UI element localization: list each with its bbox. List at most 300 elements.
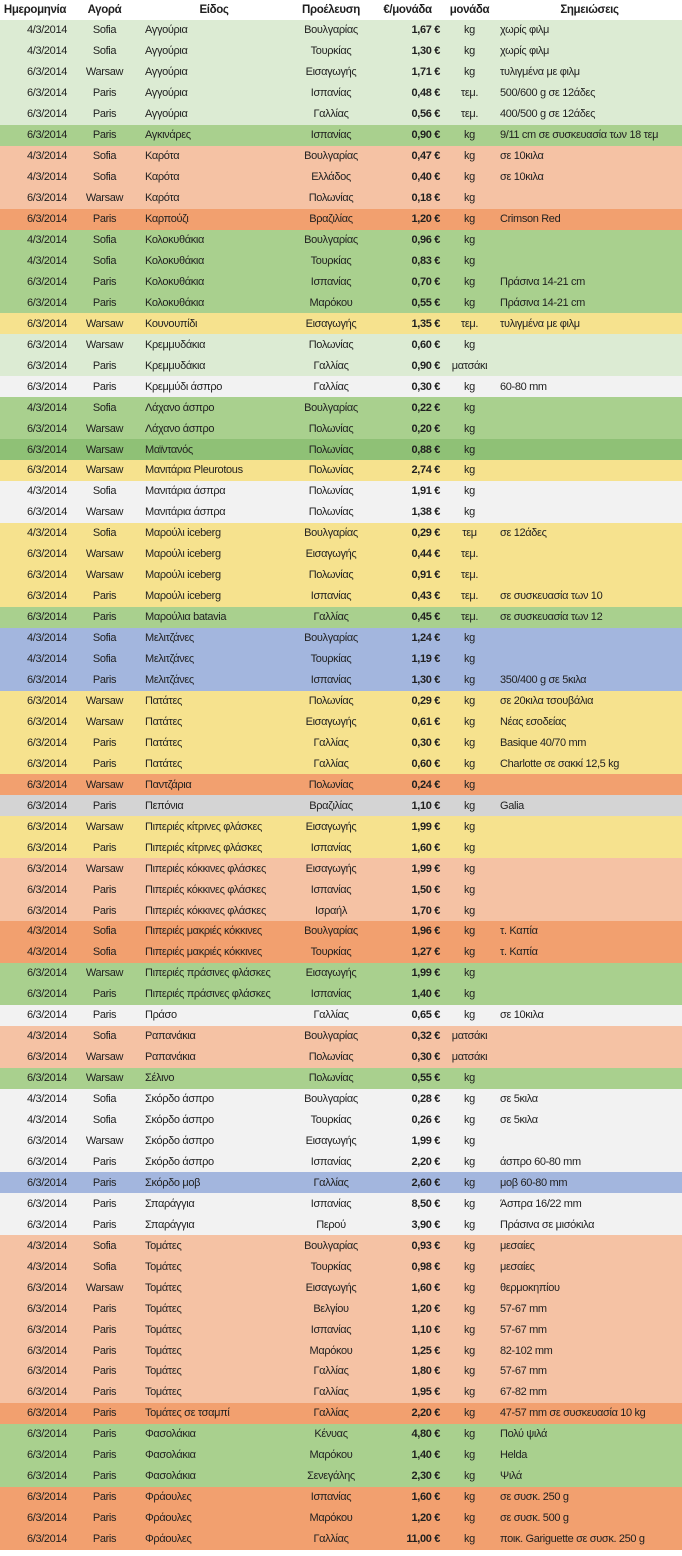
cell-unit: kg	[464, 254, 475, 267]
cell-price: 2,20 €	[411, 1155, 440, 1168]
table-row	[0, 523, 682, 544]
table-row	[0, 628, 682, 649]
cell-price: 11,00 €	[406, 1533, 440, 1546]
table-row	[0, 1089, 682, 1110]
cell-item: Πιπεριές κίτρινες φλάσκες	[145, 841, 262, 854]
cell-unit: kg	[464, 45, 475, 58]
cell-origin: Βουλγαρίας	[304, 150, 358, 163]
table-row	[0, 1193, 682, 1214]
cell-origin: Εισαγωγής	[305, 66, 357, 79]
cell-market: Warsaw	[85, 422, 124, 435]
cell-item: Καρότα	[145, 192, 180, 205]
cell-market: Warsaw	[85, 443, 124, 456]
cell-item: Σπαράγγια	[145, 1218, 195, 1231]
cell-date: 6/3/2014	[26, 129, 67, 142]
cell-origin: Βουλγαρίας	[304, 234, 358, 246]
table-row	[0, 921, 682, 942]
cell-price: 1,10 €	[411, 799, 440, 812]
table-row	[0, 1277, 682, 1298]
table-row	[0, 774, 682, 795]
cell-date: 6/3/2014	[26, 883, 67, 896]
cell-origin: Εισαγωγής	[305, 1134, 357, 1147]
cell-price: 0,29 €	[411, 694, 440, 707]
cell-origin: Ισπανίας	[310, 988, 352, 1001]
cell-item: Μελιτζάνες	[145, 674, 194, 687]
cell-date: 6/3/2014	[26, 674, 67, 687]
cell-market: Sofia	[92, 925, 117, 938]
table-row	[0, 1340, 682, 1361]
table-row	[0, 753, 682, 774]
table-row	[0, 1319, 682, 1340]
cell-notes: τυλιγμένα με φιλμ	[500, 66, 580, 79]
cell-notes: Helda	[500, 1449, 527, 1462]
cell-market: Warsaw	[85, 1072, 124, 1085]
cell-notes: σε 5κιλα	[500, 1114, 538, 1127]
cell-notes: μεσαίες	[500, 1239, 535, 1252]
cell-unit: kg	[464, 1344, 475, 1357]
cell-market: Paris	[92, 988, 117, 1001]
cell-market: Paris	[92, 1176, 117, 1189]
cell-unit: kg	[464, 1093, 475, 1106]
table-row	[0, 188, 682, 209]
cell-unit: kg	[464, 1386, 475, 1399]
table-row	[0, 355, 682, 376]
cell-price: 0,43 €	[411, 590, 440, 603]
header-notes: Σημειώσεις	[560, 4, 619, 16]
cell-market: Sofia	[92, 234, 117, 246]
header-date: Ημερομηνία	[3, 4, 67, 16]
table-row	[0, 1047, 682, 1068]
table-row	[0, 397, 682, 418]
cell-market: Warsaw	[85, 778, 124, 791]
cell-price: 1,35 €	[411, 317, 440, 330]
cell-market: Paris	[92, 213, 117, 226]
cell-price: 0,60 €	[411, 338, 440, 351]
cell-item: Πατάτες	[145, 736, 182, 749]
cell-market: Paris	[92, 1407, 117, 1420]
cell-price: 0,22 €	[411, 401, 440, 414]
cell-date: 6/3/2014	[26, 359, 67, 372]
table-row	[0, 209, 682, 230]
cell-market: Paris	[92, 1491, 117, 1504]
cell-market: Paris	[92, 1512, 117, 1525]
cell-date: 6/3/2014	[26, 569, 67, 582]
cell-date: 6/3/2014	[26, 192, 67, 205]
cell-market: Paris	[92, 1386, 117, 1399]
cell-origin: Βουλγαρίας	[304, 925, 358, 938]
cell-date: 4/3/2014	[26, 234, 67, 246]
cell-market: Paris	[92, 883, 117, 896]
cell-unit: kg	[464, 736, 475, 749]
table-row	[0, 670, 682, 691]
cell-price: 0,88 €	[411, 443, 440, 456]
cell-market: Paris	[92, 87, 117, 100]
cell-unit: kg	[464, 275, 475, 288]
cell-market: Warsaw	[85, 1051, 124, 1064]
cell-item: Μαρούλια batavia	[145, 611, 227, 624]
cell-price: 0,40 €	[411, 171, 440, 184]
cell-market: Paris	[92, 1009, 117, 1022]
cell-date: 4/3/2014	[26, 1030, 67, 1043]
cell-notes: 57-67 mm	[500, 1365, 547, 1378]
header-price: €/μονάδα	[383, 4, 432, 16]
cell-item: Πιπεριές πράσινες φλάσκες	[145, 967, 271, 980]
cell-date: 6/3/2014	[26, 1386, 67, 1399]
cell-item: Καρότα	[145, 171, 180, 184]
cell-unit: kg	[464, 1470, 475, 1483]
cell-market: Sofia	[92, 24, 117, 37]
cell-price: 1,50 €	[411, 883, 440, 896]
cell-price: 1,67 €	[411, 24, 440, 37]
cell-market: Sofia	[92, 150, 117, 163]
cell-origin: Πολωνίας	[308, 338, 354, 351]
cell-item: Πατάτες	[145, 757, 182, 770]
table-row	[0, 62, 682, 83]
cell-unit: kg	[464, 967, 475, 980]
table-row	[0, 1068, 682, 1089]
cell-date: 4/3/2014	[26, 1093, 67, 1106]
cell-notes: 350/400 g σε 5κιλα	[500, 674, 587, 687]
cell-origin: Ισπανίας	[310, 1197, 352, 1210]
cell-price: 1,96 €	[411, 925, 440, 938]
cell-date: 4/3/2014	[26, 632, 67, 645]
cell-item: Αγγούρια	[145, 24, 188, 37]
cell-date: 6/3/2014	[26, 778, 67, 791]
cell-price: 0,98 €	[411, 1260, 440, 1273]
table-row	[0, 1445, 682, 1466]
cell-item: Λάχανο άσπρο	[145, 422, 215, 435]
cell-price: 0,48 €	[411, 87, 440, 100]
cell-date: 6/3/2014	[26, 1449, 67, 1462]
cell-market: Sofia	[92, 485, 117, 498]
cell-item: Μαρούλι iceberg	[145, 569, 221, 582]
cell-unit: kg	[464, 192, 475, 205]
cell-price: 0,90 €	[411, 129, 440, 142]
cell-unit: kg	[464, 1281, 475, 1294]
cell-unit: kg	[464, 1365, 475, 1378]
cell-origin: Πολωνίας	[308, 1072, 354, 1085]
cell-origin: Πολωνίας	[308, 778, 354, 791]
cell-market: Sofia	[92, 1093, 117, 1106]
cell-item: Φράουλες	[145, 1533, 192, 1546]
table-row	[0, 1298, 682, 1319]
cell-unit: kg	[464, 862, 475, 875]
cell-market: Paris	[92, 129, 117, 142]
cell-item: Πατάτες	[145, 715, 182, 728]
cell-date: 4/3/2014	[26, 1239, 67, 1252]
cell-item: Φασολάκια	[145, 1428, 196, 1441]
cell-notes: θερμοκηπίου	[500, 1281, 560, 1294]
cell-market: Paris	[92, 1218, 117, 1231]
cell-item: Πατάτες	[145, 694, 182, 707]
cell-origin: Ισραήλ	[315, 904, 347, 917]
cell-notes: σε συσκ. 250 g	[500, 1491, 569, 1504]
header-origin: Προέλευση	[302, 4, 360, 16]
cell-origin: Μαρόκου	[309, 1344, 353, 1357]
cell-unit: τεμ.	[460, 611, 479, 624]
cell-item: Τομάτες	[145, 1344, 182, 1357]
cell-item: Κρεμμυδάκια	[145, 338, 206, 351]
cell-price: 2,20 €	[411, 1407, 440, 1420]
table-row	[0, 20, 682, 41]
cell-item: Μανιτάρια άσπρα	[145, 506, 226, 519]
cell-notes: 57-67 mm	[500, 1302, 547, 1315]
cell-date: 4/3/2014	[26, 150, 67, 163]
cell-notes: μοβ 60-80 mm	[500, 1176, 568, 1189]
cell-origin: Κένυας	[314, 1428, 348, 1441]
cell-origin: Εισαγωγής	[305, 967, 357, 980]
cell-date: 6/3/2014	[26, 380, 67, 393]
cell-price: 1,24 €	[411, 632, 440, 645]
cell-unit: τεμ.	[460, 569, 479, 582]
cell-market: Sofia	[92, 45, 117, 58]
cell-date: 6/3/2014	[26, 590, 67, 603]
cell-market: Warsaw	[85, 820, 124, 833]
cell-origin: Εισαγωγής	[305, 862, 357, 875]
table-row	[0, 1026, 682, 1047]
table-row	[0, 418, 682, 439]
cell-market: Warsaw	[85, 464, 124, 477]
cell-item: Σκόρδο άσπρο	[145, 1155, 214, 1168]
table-row	[0, 1172, 682, 1193]
cell-unit: kg	[464, 464, 475, 477]
cell-price: 1,99 €	[411, 967, 440, 980]
table-row	[0, 1214, 682, 1235]
cell-price: 1,60 €	[411, 1491, 440, 1504]
cell-origin: Ισπανίας	[310, 841, 352, 854]
cell-item: Πιπεριές μακριές κόκκινες	[145, 925, 262, 938]
cell-notes: σε 10κιλα	[500, 1009, 544, 1022]
cell-date: 6/3/2014	[26, 820, 67, 833]
table-row	[0, 607, 682, 628]
header-item: Είδος	[199, 4, 229, 16]
cell-item: Μαϊντανός	[145, 443, 193, 456]
cell-item: Αγγούρια	[145, 108, 188, 121]
cell-market: Sofia	[92, 1260, 117, 1273]
cell-notes: Charlotte σε σακκί 12,5 kg	[500, 757, 620, 770]
table-row	[0, 1487, 682, 1508]
cell-date: 6/3/2014	[26, 275, 67, 288]
cell-price: 1,20 €	[411, 213, 440, 226]
cell-origin: Ισπανίας	[310, 1491, 352, 1504]
cell-market: Sofia	[92, 171, 117, 184]
cell-unit: kg	[464, 1449, 475, 1462]
cell-market: Warsaw	[85, 569, 124, 582]
cell-origin: Εισαγωγής	[305, 317, 357, 330]
table-body	[0, 20, 682, 1550]
cell-unit: kg	[464, 1323, 475, 1336]
cell-item: Παντζάρια	[145, 778, 192, 791]
cell-date: 6/3/2014	[26, 108, 67, 121]
cell-price: 1,30 €	[411, 45, 440, 58]
table-row	[0, 586, 682, 607]
table-row	[0, 104, 682, 125]
cell-date: 6/3/2014	[26, 715, 67, 728]
cell-origin: Ισπανίας	[310, 674, 352, 687]
table-row	[0, 879, 682, 900]
cell-item: Μελιτζάνες	[145, 632, 194, 645]
cell-price: 0,45 €	[411, 611, 440, 624]
cell-origin: Τουρκίας	[310, 1114, 352, 1127]
cell-item: Τομάτες	[145, 1386, 182, 1399]
cell-price: 1,99 €	[411, 820, 440, 833]
cell-date: 6/3/2014	[26, 1407, 67, 1420]
table-row	[0, 837, 682, 858]
cell-origin: Γαλλίας	[313, 108, 349, 121]
cell-unit: kg	[464, 1218, 475, 1231]
cell-item: Σκόρδο άσπρο	[145, 1134, 214, 1147]
cell-origin: Πολωνίας	[308, 192, 354, 205]
cell-notes: Νέας εσοδείας	[500, 715, 566, 728]
table-row	[0, 1508, 682, 1529]
cell-unit: τεμ.	[460, 87, 479, 100]
cell-unit: kg	[464, 841, 475, 854]
cell-origin: Τουρκίας	[310, 254, 352, 267]
cell-date: 6/3/2014	[26, 694, 67, 707]
table-row	[0, 230, 682, 251]
cell-unit: kg	[464, 778, 475, 791]
cell-origin: Τουρκίας	[310, 946, 352, 959]
cell-notes: σε 10κιλα	[500, 150, 544, 163]
cell-price: 1,60 €	[411, 1281, 440, 1294]
cell-market: Paris	[92, 1344, 117, 1357]
table-row	[0, 1361, 682, 1382]
cell-unit: kg	[464, 506, 475, 519]
cell-market: Paris	[92, 1533, 117, 1546]
cell-notes: Πράσινα σε μισόκιλα	[500, 1218, 595, 1231]
cell-item: Τομάτες	[145, 1302, 182, 1315]
cell-origin: Γαλλίας	[313, 611, 349, 624]
cell-date: 4/3/2014	[26, 401, 67, 414]
cell-price: 0,90 €	[411, 359, 440, 372]
cell-price: 0,44 €	[411, 548, 440, 561]
cell-date: 6/3/2014	[26, 464, 67, 477]
cell-unit: ματσάκι	[451, 1030, 488, 1043]
cell-price: 0,28 €	[411, 1093, 440, 1106]
cell-price: 1,25 €	[411, 1344, 440, 1357]
cell-origin: Εισαγωγής	[305, 820, 357, 833]
cell-item: Τομάτες	[145, 1365, 182, 1378]
cell-notes: Πολύ ψιλά	[500, 1428, 547, 1441]
cell-unit: kg	[464, 1428, 475, 1441]
cell-date: 6/3/2014	[26, 1365, 67, 1378]
cell-date: 6/3/2014	[26, 1470, 67, 1483]
cell-price: 1,27 €	[411, 946, 440, 959]
cell-item: Τομάτες	[145, 1323, 182, 1336]
cell-price: 3,90 €	[411, 1218, 440, 1231]
cell-unit: kg	[464, 1533, 475, 1546]
table-row	[0, 313, 682, 334]
cell-notes: σε 12άδες	[500, 527, 547, 540]
cell-date: 4/3/2014	[26, 1114, 67, 1127]
table-row	[0, 1131, 682, 1152]
cell-origin: Βραζιλίας	[309, 799, 353, 812]
cell-market: Warsaw	[85, 338, 124, 351]
cell-origin: Γαλλίας	[313, 736, 349, 749]
cell-notes: Basique 40/70 mm	[500, 736, 587, 749]
cell-item: Αγγούρια	[145, 45, 188, 58]
cell-origin: Πολωνίας	[308, 694, 354, 707]
cell-date: 4/3/2014	[26, 254, 67, 267]
cell-unit: kg	[464, 24, 475, 37]
cell-unit: kg	[464, 485, 475, 498]
cell-unit: τεμ.	[460, 317, 479, 330]
cell-unit: kg	[464, 234, 475, 246]
cell-item: Κολοκυθάκια	[145, 296, 205, 309]
cell-item: Κουνουπίδι	[145, 317, 198, 330]
cell-origin: Γαλλίας	[313, 1533, 349, 1546]
cell-price: 0,30 €	[411, 380, 440, 393]
cell-origin: Βουλγαρίας	[304, 401, 358, 414]
cell-market: Warsaw	[85, 1134, 124, 1147]
cell-market: Warsaw	[85, 1281, 124, 1294]
cell-item: Αγκινάρες	[145, 129, 191, 142]
cell-origin: Γαλλίας	[313, 1009, 349, 1022]
cell-date: 6/3/2014	[26, 296, 67, 309]
cell-price: 0,26 €	[411, 1114, 440, 1127]
cell-date: 4/3/2014	[26, 946, 67, 959]
cell-origin: Τουρκίας	[310, 653, 352, 666]
cell-item: Σκόρδο άσπρο	[145, 1114, 214, 1127]
cell-price: 2,60 €	[411, 1176, 440, 1189]
cell-origin: Πολωνίας	[308, 464, 354, 477]
cell-item: Καρότα	[145, 150, 180, 163]
cell-price: 1,91 €	[411, 485, 440, 498]
cell-market: Paris	[92, 380, 117, 393]
cell-date: 6/3/2014	[26, 736, 67, 749]
cell-unit: kg	[464, 296, 475, 309]
cell-price: 0,93 €	[411, 1239, 440, 1252]
cell-date: 6/3/2014	[26, 338, 67, 351]
cell-unit: kg	[464, 883, 475, 896]
cell-date: 4/3/2014	[26, 1260, 67, 1273]
cell-notes: μεσαίες	[500, 1260, 535, 1273]
cell-item: Πιπεριές κόκκινες φλάσκες	[145, 862, 266, 875]
cell-origin: Μαρόκου	[309, 1449, 353, 1462]
cell-origin: Βουλγαρίας	[304, 632, 358, 645]
cell-notes: σε συσκευασία των 12	[500, 611, 603, 624]
table-row	[0, 732, 682, 753]
cell-date: 6/3/2014	[26, 904, 67, 917]
cell-item: Μαρούλι iceberg	[145, 590, 221, 603]
cell-unit: kg	[464, 820, 475, 833]
table-row	[0, 502, 682, 523]
cell-item: Κολοκυθάκια	[145, 254, 205, 267]
table-row	[0, 376, 682, 397]
cell-market: Sofia	[92, 1030, 117, 1043]
cell-unit: kg	[464, 674, 475, 687]
cell-date: 6/3/2014	[26, 967, 67, 980]
cell-origin: Γαλλίας	[313, 1386, 349, 1399]
cell-unit: ματσάκι	[451, 1051, 488, 1064]
cell-date: 6/3/2014	[26, 1302, 67, 1315]
cell-date: 6/3/2014	[26, 1009, 67, 1022]
cell-date: 6/3/2014	[26, 1072, 67, 1085]
cell-origin: Πολωνίας	[308, 1051, 354, 1064]
cell-date: 6/3/2014	[26, 1491, 67, 1504]
cell-date: 6/3/2014	[26, 443, 67, 456]
cell-item: Κρεμμύδι άσπρο	[145, 380, 223, 393]
table-row	[0, 1403, 682, 1424]
cell-notes: σε συσκ. 500 g	[500, 1512, 569, 1525]
table-row	[0, 565, 682, 586]
table-row	[0, 900, 682, 921]
cell-origin: Βελγίου	[313, 1302, 349, 1315]
cell-market: Paris	[92, 1302, 117, 1315]
cell-notes: σε 20κιλα τσουβάλια	[500, 694, 594, 707]
cell-origin: Εισαγωγής	[305, 1281, 357, 1294]
cell-date: 6/3/2014	[26, 317, 67, 330]
